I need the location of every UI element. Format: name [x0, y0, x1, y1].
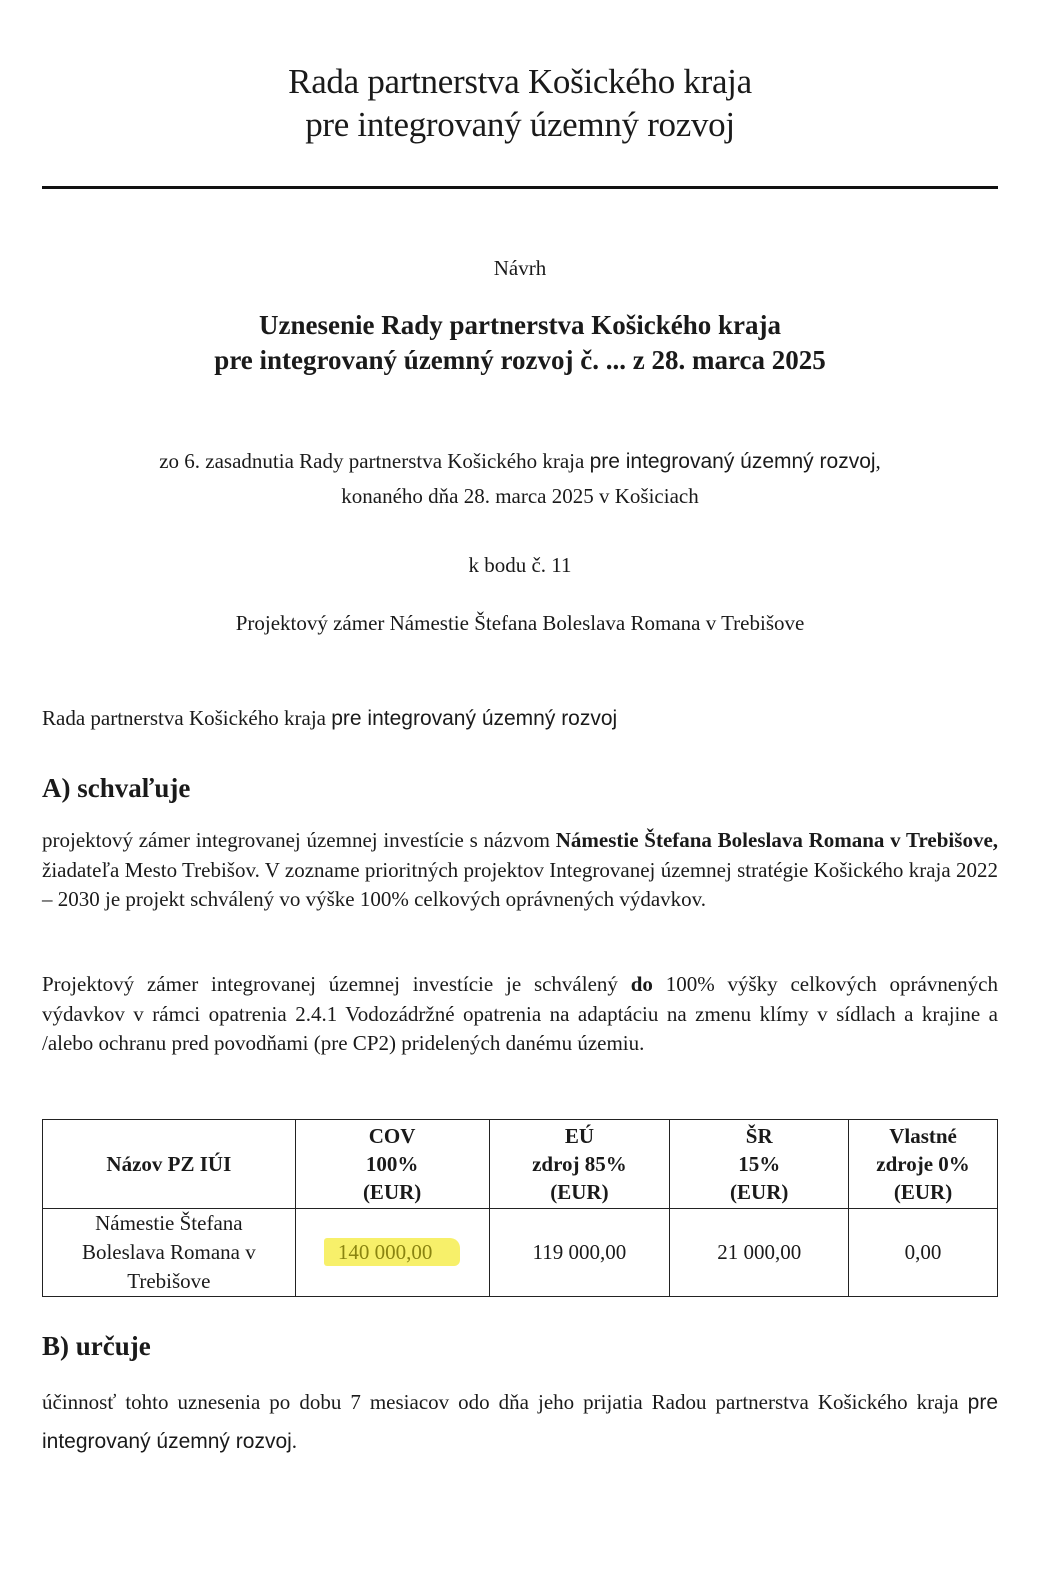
draft-label: Návrh	[493, 256, 547, 280]
project-name-line-2: Boleslava Romana v	[81, 1240, 256, 1264]
section-b-text-1: účinnosť tohto uznesenia po dobu 7 mesiacov odo dňa jeho prijatia Radou partnerstva Košického kraja	[42, 1390, 968, 1414]
section-a-paragraph-1	[42, 826, 998, 915]
header-own-sources	[849, 1120, 998, 1209]
header-own-line-1: Vlastné	[889, 1124, 957, 1148]
header-project-name	[43, 1120, 296, 1209]
funding-table	[42, 1119, 998, 1297]
cell-own: 0,00	[849, 1209, 998, 1297]
intro-text-sans: pre integrovaný územný rozvoj	[331, 707, 618, 730]
resolution-title-line-2: pre integrovaný územný rozvoj č. ... z 28. marca 2025	[214, 345, 826, 375]
header-cov	[295, 1120, 489, 1209]
para1-text-2: žiadateľa Mesto Trebišov. V zozname prioritných projektov Integrovanej územnej stratégie Košického kraja 2022 – 2030 je projekt schválený vo výške 100% celkových oprávnených výdavkov.	[42, 857, 998, 911]
header-sr-line-3: (EUR)	[730, 1180, 789, 1204]
para1-text-1: projektový zámer integrovanej územnej investície s názvom	[42, 828, 556, 852]
header-eu-line-3: (EUR)	[550, 1180, 609, 1204]
header-sr-line-2: 15%	[738, 1152, 781, 1176]
intro-text: Rada partnerstva Košického kraja	[42, 706, 332, 730]
header-sr	[670, 1120, 849, 1209]
header-cov-line-3: (EUR)	[362, 1180, 422, 1204]
project-name-line-1: Námestie Štefana	[95, 1211, 243, 1235]
document-header	[0, 60, 1040, 146]
header-eu-line-1: EÚ	[564, 1124, 594, 1148]
header-line-1: Rada partnerstva Košického kraja	[288, 62, 752, 101]
section-b-paragraph	[42, 1383, 998, 1461]
section-a-paragraph-2	[42, 970, 998, 1059]
meeting-info	[0, 444, 1040, 513]
resolution-title-line-1: Uznesenie Rady partnerstva Košického kraja	[259, 310, 781, 340]
cov-highlighted-value: 140 000,00	[324, 1238, 461, 1266]
section-b-heading: B) určuje	[42, 1331, 151, 1361]
section-a-heading: A) schvaľuje	[42, 773, 191, 803]
resolution-title	[0, 308, 1040, 378]
meeting-line-2: konaného dňa 28. marca 2025 v Košiciach	[341, 484, 699, 508]
project-name-line-3: Trebišove	[127, 1269, 211, 1293]
header-project-name-text: Názov PZ IÚI	[106, 1152, 232, 1176]
section-b-text-sans: pre integrovaný územný rozvoj	[42, 1391, 998, 1453]
section-b-text-end: .	[291, 1429, 298, 1453]
header-sr-line-1: ŠR	[745, 1124, 773, 1148]
para2-bold-do: do	[630, 972, 653, 996]
header-cov-line-2: 100%	[365, 1152, 419, 1176]
header-eu-line-2: zdroj 85%	[532, 1152, 627, 1176]
agenda-item: k bodu č. 11	[468, 553, 572, 577]
header-cov-line-1: COV	[368, 1124, 416, 1148]
meeting-line-1	[0, 444, 1040, 479]
meeting-line-1-sans: pre integrovaný územný rozvoj	[589, 450, 876, 473]
cell-sr: 21 000,00	[670, 1209, 849, 1297]
para2-text-1: Projektový zámer integrovanej územnej investície je schválený	[42, 972, 631, 996]
table-header-row	[43, 1120, 998, 1209]
header-divider	[42, 186, 998, 189]
meeting-line-1-comma: ,	[875, 449, 881, 473]
cell-cov	[295, 1209, 489, 1297]
intro-line	[42, 706, 617, 731]
header-own-line-3: (EUR)	[893, 1180, 953, 1204]
header-eu	[489, 1120, 670, 1209]
meeting-line-1-text: zo 6. zasadnutia Rady partnerstva Košického kraja	[159, 449, 590, 473]
topic-title: Projektový zámer Námestie Štefana Boleslava Romana v Trebišove	[235, 611, 805, 635]
header-line-2: pre integrovaný územný rozvoj	[305, 105, 735, 144]
cell-project-name	[43, 1209, 296, 1297]
cell-eu: 119 000,00	[489, 1209, 670, 1297]
para1-project-name: Námestie Štefana Boleslava Romana v Trebišove,	[555, 828, 999, 852]
para2-text-2: 100% výšky celkových oprávnených výdavkov v rámci opatrenia 2.4.1 Vodozádržné opatrenia na adaptáciu na zmenu klímy v sídlach a krajine a /alebo ochranu pred povodňami (pre CP2) pridelených danému územiu.	[42, 972, 999, 1055]
header-own-line-2: zdroje 0%	[876, 1152, 970, 1176]
table-row	[43, 1209, 998, 1297]
